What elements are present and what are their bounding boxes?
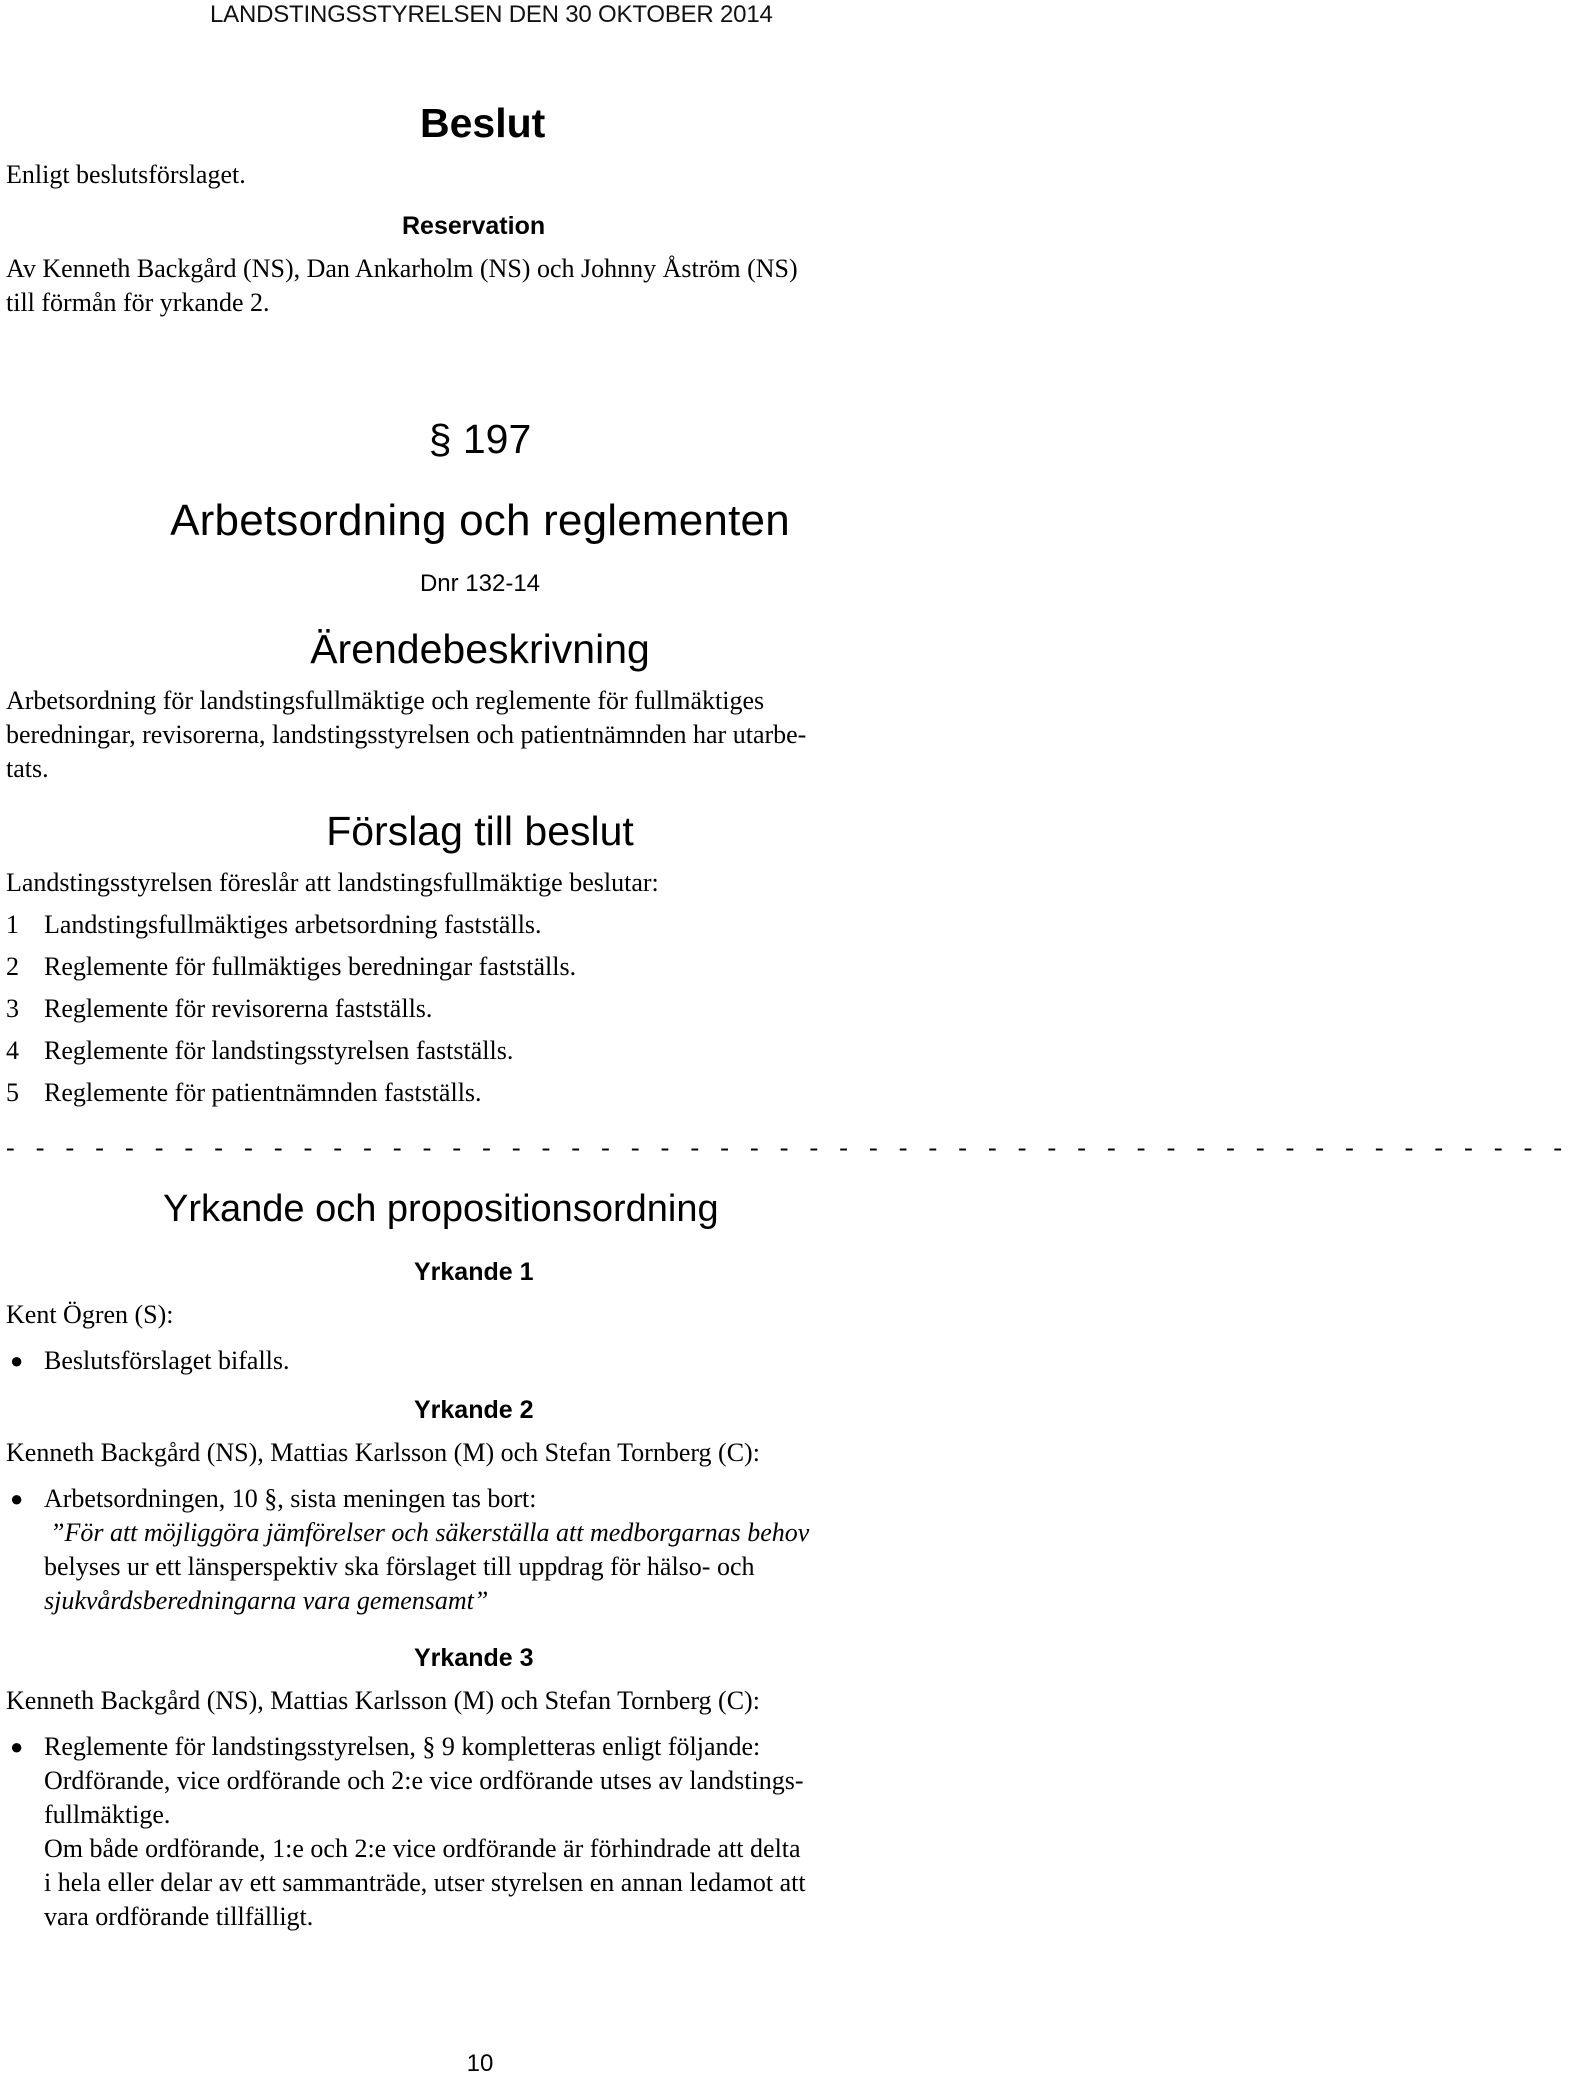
running-header: LANDSTINGSSTYRELSEN DEN 30 OKTOBER 2014 xyxy=(210,1,773,28)
yrkande-2-proposer: Kenneth Backgård (NS), Mattias Karlsson (M) och Stefan Tornberg (C): xyxy=(6,1438,760,1467)
forslag-item xyxy=(6,1076,482,1110)
yrkande-3-proposer: Kenneth Backgård (NS), Mattias Karlsson (M) och Stefan Tornberg (C): xyxy=(6,1686,760,1715)
forslag-item xyxy=(6,992,432,1026)
yrkande-heading: Yrkande och propositionsordning xyxy=(163,1188,719,1230)
forslag-item xyxy=(6,1034,513,1068)
yrkande-1-bullet-text: Beslutsförslaget bifalls. xyxy=(44,1346,290,1375)
yrkande-2-quote-line-1: ”För att möjliggöra jämförelser och säkerställa att medborgarnas behov xyxy=(50,1518,810,1547)
yrkande-1-heading: Yrkande 1 xyxy=(414,1258,534,1286)
yrkande-3-bullet-line-4: Om både ordförande, 1:e och 2:e vice ordförande är förhindrade att delta xyxy=(44,1834,801,1863)
beslut-text: Enligt beslutsförslaget. xyxy=(6,160,246,189)
forslag-item-number: 4 xyxy=(6,1036,19,1065)
forslag-item xyxy=(6,950,576,984)
yrkande-3-bullet-line-1: Reglemente för landstingsstyrelsen, § 9 kompletteras enligt följande: xyxy=(44,1732,761,1761)
yrkande-1-proposer: Kent Ögren (S): xyxy=(6,1300,174,1329)
forslag-item-number: 5 xyxy=(6,1078,19,1107)
yrkande-2-quote-line-3: sjukvårdsberedningarna vara gemensamt” xyxy=(44,1586,489,1615)
page-number: 10 xyxy=(466,2050,494,2077)
forslag-item-number: 2 xyxy=(6,952,19,981)
forslag-item-number: 1 xyxy=(6,910,19,939)
yrkande-3-bullet-line-5: i hela eller delar av ett sammanträde, utser styrelsen en annan ledamot att xyxy=(44,1868,806,1897)
yrkande-3-heading: Yrkande 3 xyxy=(414,1644,534,1672)
arendebeskrivning-line-2: beredningar, revisorerna, landstingsstyrelsen och patientnämnden har utarbe- xyxy=(6,720,807,749)
yrkande-2-quote-line-2: belyses ur ett länsperspektiv ska förslaget till uppdrag för hälso- och xyxy=(44,1552,755,1581)
dnr-number: Dnr 132-14 xyxy=(419,570,541,597)
reservation-line-1: Av Kenneth Backgård (NS), Dan Ankarholm (NS) och Johnny Åström (NS) xyxy=(6,254,798,283)
section-title: Arbetsordning och reglementen xyxy=(170,496,790,545)
forslag-item-text: Reglemente för fullmäktiges beredningar fastställs. xyxy=(44,952,577,981)
arendebeskrivning-line-3: tats. xyxy=(6,754,49,783)
forslag-heading: Förslag till beslut xyxy=(326,808,634,854)
reservation-line-2: till förmån för yrkande 2. xyxy=(6,288,270,317)
dashed-separator: - - - - - - - - - - - - - - - - - - - - - - - - - - - - - - - - - - - - - - - - - - - - - - - - - - - - - xyxy=(6,1133,1569,1162)
yrkande-2-heading: Yrkande 2 xyxy=(414,1396,534,1424)
arendebeskrivning-heading: Ärendebeskrivning xyxy=(310,626,650,672)
yrkande-3-bullet-line-3: fullmäktige. xyxy=(44,1800,171,1829)
yrkande-2-bullet-text: Arbetsordningen, 10 §, sista meningen tas bort: xyxy=(44,1484,537,1513)
bullet-icon: ● xyxy=(10,1734,24,1759)
beslut-heading: Beslut xyxy=(420,100,546,146)
bullet-icon: ● xyxy=(10,1486,24,1511)
forslag-item-text: Reglemente för landstingsstyrelsen fastställs. xyxy=(44,1036,514,1065)
forslag-item-text: Reglemente för revisorerna fastställs. xyxy=(44,994,433,1023)
forslag-item-text: Reglemente för patientnämnden fastställs. xyxy=(44,1078,482,1107)
bullet-icon: ● xyxy=(10,1348,24,1373)
forslag-item xyxy=(6,908,542,942)
forslag-item-text: Landstingsfullmäktiges arbetsordning fastställs. xyxy=(44,910,542,939)
reservation-heading: Reservation xyxy=(402,212,546,240)
forslag-item-number: 3 xyxy=(6,994,19,1023)
yrkande-3-bullet-line-2: Ordförande, vice ordförande och 2:e vice ordförande utses av landstings- xyxy=(44,1766,804,1795)
yrkande-3-bullet-line-6: vara ordförande tillfälligt. xyxy=(44,1902,314,1931)
arendebeskrivning-line-1: Arbetsordning för landstingsfullmäktige och reglemente för fullmäktiges xyxy=(6,686,765,715)
paragraph-number: § 197 xyxy=(428,416,532,462)
forslag-intro: Landstingsstyrelsen föreslår att landstingsfullmäktige beslutar: xyxy=(6,868,659,897)
